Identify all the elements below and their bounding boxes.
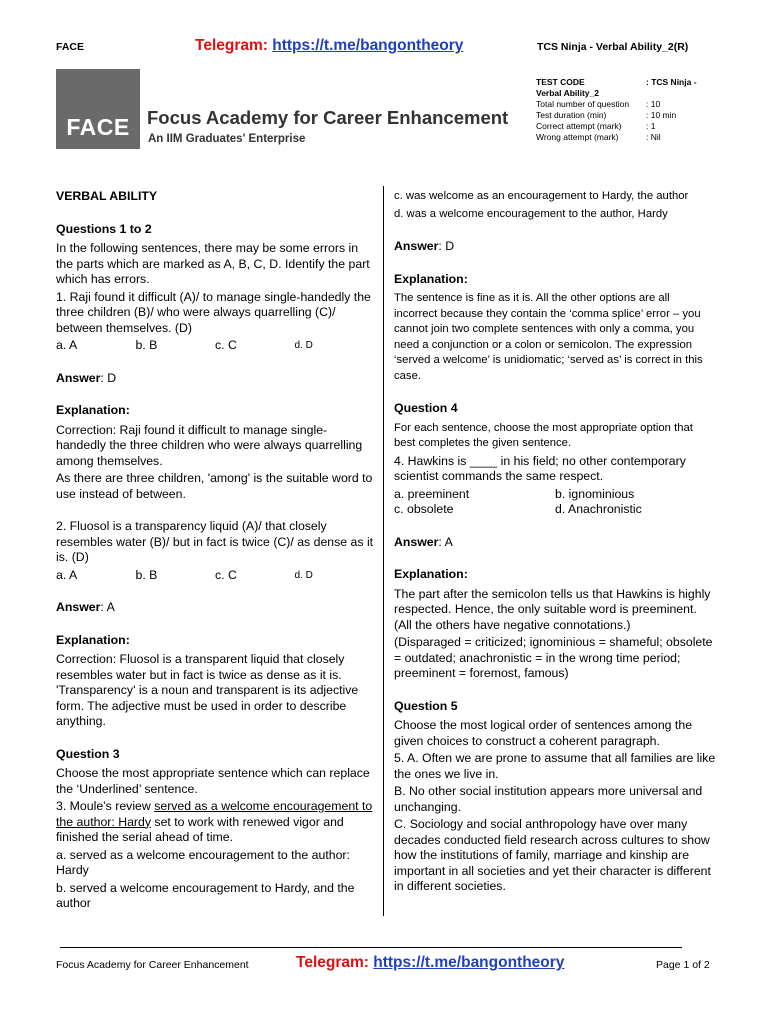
telegram-colon: : bbox=[262, 37, 268, 54]
telegram-label: Telegram bbox=[296, 954, 364, 971]
meta-row-test-code bbox=[536, 77, 716, 88]
answer-label: Answer bbox=[394, 239, 439, 253]
telegram-link[interactable]: https://t.me/bangontheory bbox=[272, 37, 464, 54]
logo-text: FACE bbox=[66, 114, 130, 140]
q4-title: Question 4 bbox=[394, 401, 458, 415]
header-test-title: TCS Ninja - Verbal Ability_2(R) bbox=[537, 41, 689, 53]
footer-org-name: Focus Academy for Career Enhancement bbox=[56, 959, 249, 971]
q1-explanation-2: As there are three children, 'among' is the suitable word to use instead of between. bbox=[56, 471, 373, 501]
meta-value: : 1 bbox=[646, 121, 656, 131]
q3-explanation: The sentence is fine as it is. All the other options are all incorrect because they contain the ‘comma splice’ error – you cannot join two complete sentences with only a comma, you need a conjunction or a colon or semicolon. The expression ‘served a welcome’ is unidiomatic; ‘served as’ is correct in this case. bbox=[394, 292, 703, 382]
answer-label: Answer bbox=[56, 370, 101, 385]
q2-option-c: c. C bbox=[215, 567, 237, 582]
q4-options-row-2 bbox=[394, 502, 716, 518]
q1-options bbox=[56, 338, 374, 354]
telegram-label: Telegram bbox=[195, 37, 263, 54]
q1-option-a: a. A bbox=[56, 338, 78, 352]
section-title: VERBAL ABILITY bbox=[56, 189, 158, 203]
q2-explanation: Correction: Fluosol is a transparent liquid that closely resembles water but in fact is twice as dense as it is. 'Transparency' is a noun and transparent is its adjective form. The adjective must be used in order to describe anything. bbox=[56, 652, 359, 728]
q3-option-a: a. served as a welcome encouragement to the author: Hardy bbox=[56, 847, 350, 877]
q1-explanation-title: Explanation: bbox=[56, 403, 130, 417]
answer-value: : D bbox=[438, 239, 455, 253]
page-number: Page 1 of 2 bbox=[656, 959, 710, 971]
q3-answer bbox=[394, 239, 716, 255]
q1-text: 1. Raji found it difficult (A)/ to manage single-handedly the three children (B)/ who were always quarrelling (C)/ between themselves. (D) bbox=[56, 289, 371, 335]
q2-text: 2. Fluosol is a transparency liquid (A)/ that closely resembles water (B)/ but in fact is twice (C)/ as dense as it is. (D) bbox=[56, 519, 374, 564]
q5-instructions: Choose the most logical order of sentences among the given choices to construct a coherent paragraph. bbox=[394, 718, 693, 748]
meta-label: Total number of question bbox=[536, 99, 630, 109]
q4-option-d: d. Anachronistic bbox=[555, 502, 642, 516]
q3-option-c: c. was welcome as an encouragement to Hardy, the author bbox=[394, 190, 689, 202]
q2-explanation-title: Explanation: bbox=[56, 632, 130, 647]
meta-value: : TCS Ninja - bbox=[646, 77, 697, 87]
q3-title: Question 3 bbox=[56, 746, 120, 761]
q3-option-b: b. served a welcome encouragement to Hardy, and the author bbox=[56, 880, 355, 910]
meta-label: Wrong attempt (mark) bbox=[536, 132, 619, 142]
q3-text bbox=[56, 799, 374, 846]
q1-option-b: b. B bbox=[135, 338, 158, 352]
q5-sentence-a: 5. A. Often we are prone to assume that all families are like the ones we live in. bbox=[394, 751, 716, 781]
meta-value: : 10 bbox=[646, 99, 661, 109]
q4-option-b: b. ignominious bbox=[555, 486, 635, 501]
answer-label: Answer bbox=[56, 600, 101, 614]
meta-label: Test duration (min) bbox=[536, 110, 607, 120]
q1-option-c: c. C bbox=[215, 338, 237, 352]
org-name: Focus Academy for Career Enhancement bbox=[147, 107, 509, 128]
left-column bbox=[56, 189, 374, 914]
face-logo bbox=[56, 69, 140, 149]
q3-text-pre: 3. Moule’s review bbox=[56, 799, 155, 813]
answer-value: : D bbox=[100, 370, 117, 385]
q4-text: 4. Hawkins is ____ in his field; no other contemporary scientist commands the same respect. bbox=[394, 453, 686, 483]
q5-sentence-b: B. No other social institution appears more universal and unchanging. bbox=[394, 784, 703, 814]
meta-label: Correct attempt (mark) bbox=[536, 121, 622, 131]
org-tagline: An IIM Graduates' Enterprise bbox=[148, 133, 306, 145]
q2-option-b: b. B bbox=[135, 567, 158, 582]
header-telegram bbox=[195, 37, 463, 55]
q2-answer bbox=[56, 600, 374, 616]
test-meta bbox=[536, 77, 716, 143]
telegram-colon: : bbox=[363, 954, 369, 971]
meta-row bbox=[536, 132, 716, 143]
telegram-link[interactable]: https://t.me/bangontheory bbox=[373, 954, 565, 971]
footer-telegram bbox=[296, 954, 564, 972]
footer-divider bbox=[60, 947, 682, 948]
q4-explanation-2: (Disparaged = criticized; ignominious = shameful; obsolete = outdated; anachronistic = in the wrong time period; preeminent = foremost, famous) bbox=[394, 635, 713, 680]
meta-label: TEST CODE bbox=[536, 77, 585, 87]
meta-row bbox=[536, 121, 716, 132]
q4-options-row-1 bbox=[394, 487, 716, 503]
q3-text-post: set to work with renewed vigor and finished the serial ahead of time. bbox=[56, 814, 344, 844]
q5-sentence-c: C. Sociology and social anthropology have over many decades conducted field research across cultures to show how the institutions of family, marriage and kinship are important in all societies and yet their character is different in different societies. bbox=[394, 817, 711, 893]
answer-value: : A bbox=[438, 534, 453, 549]
q4-answer bbox=[394, 535, 716, 551]
meta-row bbox=[536, 99, 716, 110]
answer-label: Answer bbox=[394, 534, 439, 549]
q3-option-d: d. was a welcome encouragement to the author, Hardy bbox=[394, 207, 668, 220]
meta-value: : Nil bbox=[646, 132, 661, 142]
q4-option-c: c. obsolete bbox=[394, 502, 454, 516]
meta-test-code-cont: Verbal Ability_2 bbox=[536, 88, 599, 98]
q2-options bbox=[56, 568, 374, 584]
q4-explanation: The part after the semicolon tells us that Hawkins is highly respected. Hence, the only suitable word is preeminent. (All the others have negative connotations.) bbox=[394, 586, 711, 632]
column-divider bbox=[383, 186, 384, 916]
q4-option-a: a. preeminent bbox=[394, 486, 470, 501]
q3-explanation-title: Explanation: bbox=[394, 271, 468, 286]
q2-option-d: d. D bbox=[294, 569, 313, 581]
q1-option-d: d. D bbox=[294, 340, 313, 351]
right-column bbox=[394, 189, 716, 897]
q2-option-a: a. A bbox=[56, 567, 78, 582]
q12-title: Questions 1 to 2 bbox=[56, 221, 152, 236]
q3-instructions: Choose the most appropriate sentence which can replace the ‘Underlined’ sentence. bbox=[56, 766, 370, 796]
answer-value: : A bbox=[100, 600, 115, 614]
q12-instructions: In the following sentences, there may be some errors in the parts which are marked as A, B, C, D. Identify the part which has errors. bbox=[56, 241, 370, 286]
q4-instructions: For each sentence, choose the most appropriate option that best completes the given sentence. bbox=[394, 421, 693, 449]
meta-value: : 10 min bbox=[646, 110, 677, 120]
q3-underlined-text: served as a welcome encouragement to the author: Hardy bbox=[56, 799, 373, 829]
q5-title: Question 5 bbox=[394, 698, 458, 713]
q4-explanation-title: Explanation: bbox=[394, 567, 468, 581]
q1-answer bbox=[56, 371, 374, 387]
meta-row bbox=[536, 110, 716, 121]
q1-explanation: Correction: Raji found it difficult to manage single-handedly the three children who were always quarrelling among themselves. bbox=[56, 422, 363, 468]
header-face-label: FACE bbox=[56, 41, 85, 53]
